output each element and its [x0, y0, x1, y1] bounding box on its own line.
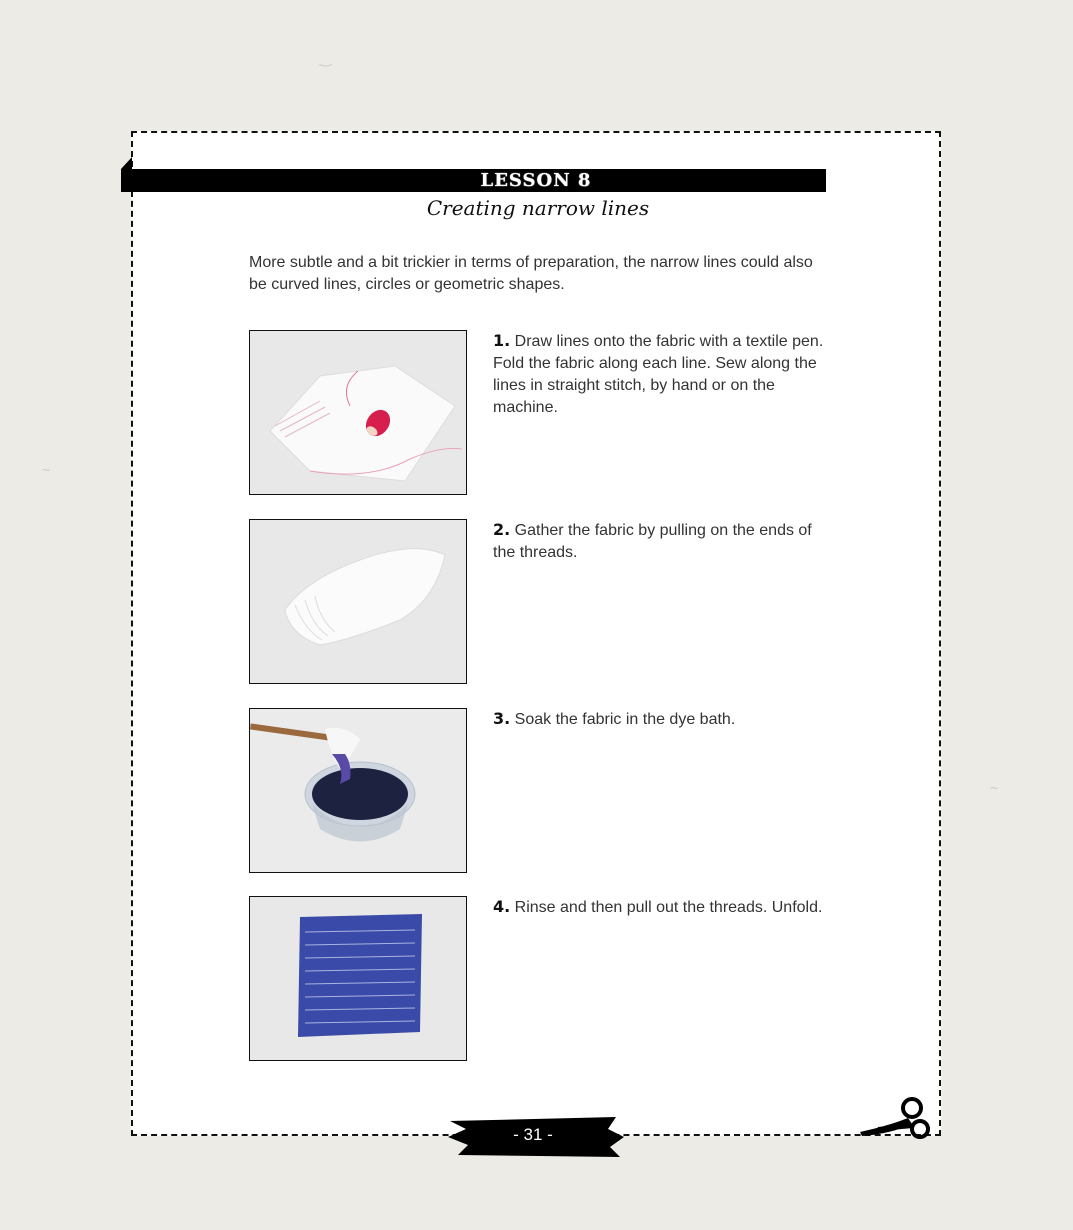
step-number: 1. — [493, 331, 511, 350]
step-1-photo — [249, 330, 467, 495]
step-number: 3. — [493, 709, 511, 728]
step-text: Soak the fabric in the dye bath. — [514, 711, 736, 728]
step-text: Gather the fabric by pulling on the ends of the threads. — [493, 522, 812, 561]
step-4-photo — [249, 896, 467, 1061]
paper-speck: ~ — [42, 462, 51, 478]
lesson-title: Creating narrow lines — [426, 196, 650, 220]
lesson-label: LESSON 8 — [480, 170, 592, 191]
step-3-photo — [249, 708, 467, 873]
step-1 — [493, 330, 827, 419]
paper-speck: ‿ — [320, 50, 332, 66]
step-3 — [493, 708, 827, 731]
paper-speck: ~ — [990, 780, 999, 796]
banner-notch — [121, 157, 132, 169]
page-number: - 31 - — [513, 1125, 553, 1144]
intro-paragraph: More subtle and a bit trickier in terms of preparation, the narrow lines could also be curved lines, circles or geometric shapes. — [249, 254, 813, 293]
step-2 — [493, 519, 827, 564]
step-number: 4. — [493, 897, 511, 916]
step-number: 2. — [493, 520, 511, 539]
step-text: Draw lines onto the fabric with a textile pen. Fold the fabric along each line. Sew along the lines in straight stitch, by hand or on the machine. — [493, 333, 824, 416]
scissors-icon — [858, 1096, 934, 1142]
step-2-photo — [249, 519, 467, 684]
step-text: Rinse and then pull out the threads. Unfold. — [514, 899, 823, 916]
step-4 — [493, 896, 827, 919]
